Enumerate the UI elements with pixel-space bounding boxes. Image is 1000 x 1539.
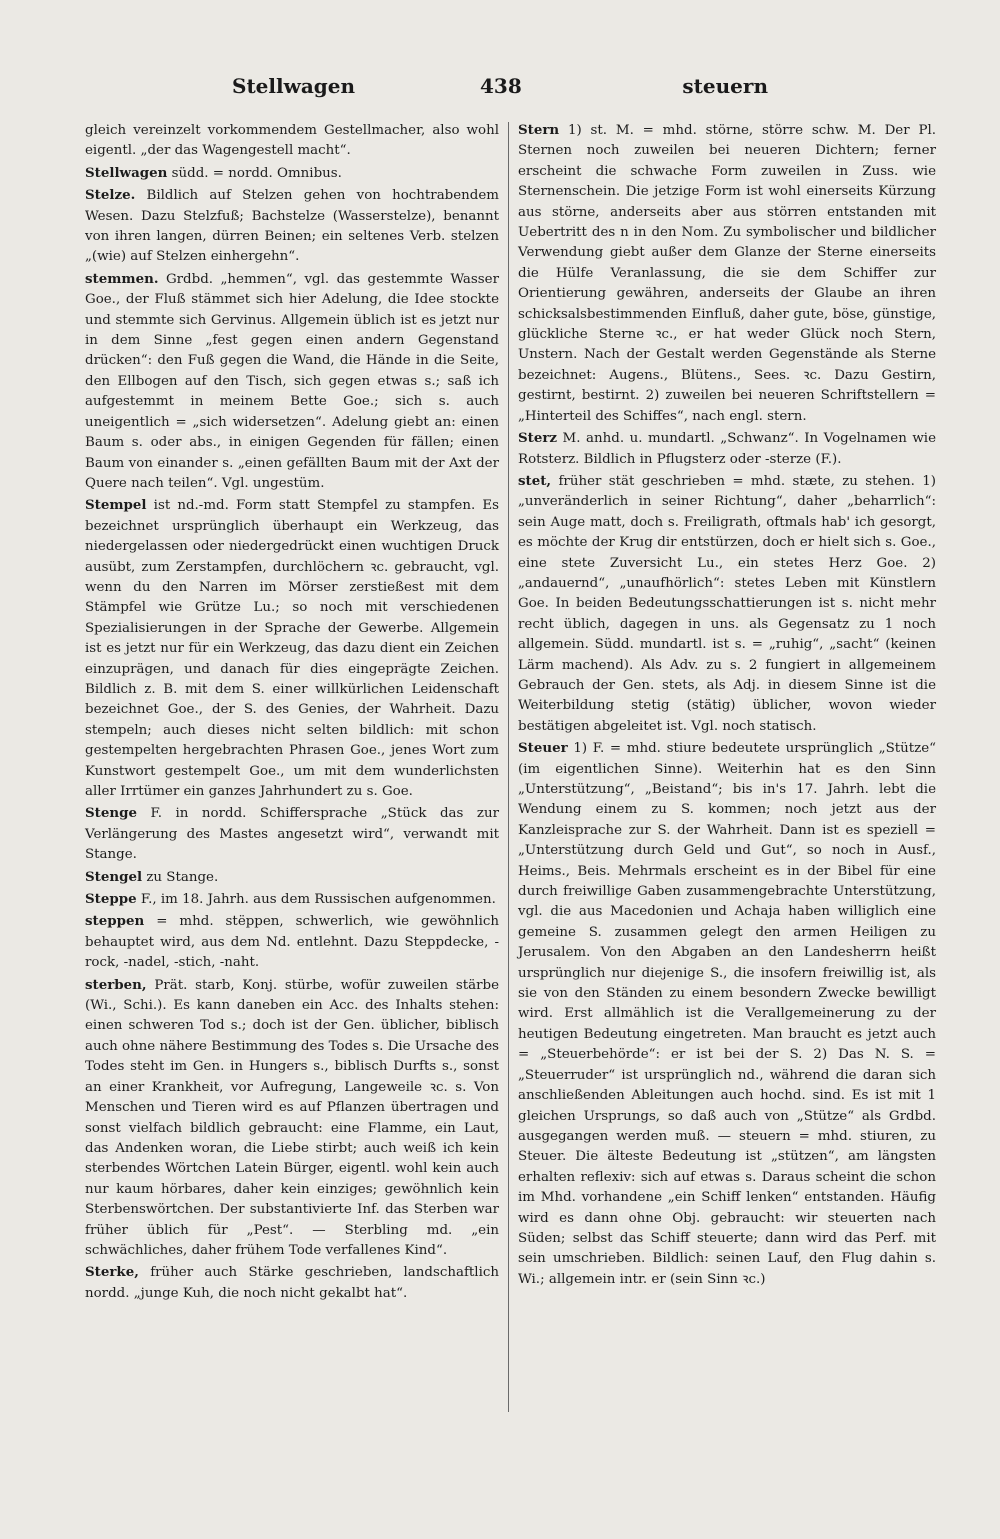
dictionary-entry [85,803,499,865]
dictionary-entry [85,975,499,1262]
entry-text: südd. = nordd. Omnibus. [167,165,342,181]
entry-headword: stet, [518,472,552,489]
entry-text: Prät. starb, Konj. stürbe, wofür zuweilen stärbe (Wi., Schi.). Es kann daneben ein Acc. des Inhalts stehen: einen schweren Tod s.; doch ist der Gen. üblicher, biblisch auch ohne nähere Bestimmung des Todes s. Die Ursache des Todes steht im Gen. in Hungers s., biblisch Durfts s., sonst an einer Krankheit, vor Aufregung, Langeweile ꝛc. s. Von Menschen und Tieren wird es auf Pflanzen übertragen und sonst vielfach bildlich gebraucht: eine Flamme, ein Laut, das Andenken woran, die Liebe stirbt; auch weiß ich kein sterbendes Wörtchen Latein Bürger, eigentl. wohl kein auch nur kaum hörbares, daher kein einziges; gewöhnlich kein Sterbenswörtchen. Der substantivierte Inf. das Sterben war früher üblich für „Pest“. — Sterbling md. „ein schwächliches, daher frühem Tode verfallenes Kind“. [85,977,499,1258]
dictionary-entry [85,911,499,973]
page-number: 438 [480,74,522,98]
entry-headword: Stempel [85,497,147,514]
entry-headword: stemmen. [85,270,159,287]
dictionary-entry [85,495,499,802]
entry-headword: steppen [85,913,145,930]
dictionary-entry [518,428,936,470]
right-column [518,120,936,1291]
entry-headword: Stern [518,122,560,138]
dictionary-entry [85,185,499,268]
entry-headword: Stelze. [85,187,136,204]
entry-text: ist nd.-md. Form statt Stempfel zu stampfen. Es bezeichnet ursprünglich überhaupt ein Werkzeug, das niedergelassen oder niedergedrückt einen wuchtigen Druck ausübt, zum Zerstampfen, durchlöchern ꝛc. gebraucht, vgl. wenn du den Narren im Mörser zerstießest mit dem Stämpfel wie Grütze Lu.; so noch mit verschiedenen Spezialisierungen in der Sprache der Gewerbe. Allgemein ist es jetzt nur für ein Werkzeug, das dazu dient ein Zeichen einzuprägen, und danach für dies eingeprägte Zeichen. Bildlich z. B. mit dem S. einer willkürlichen Leidenschaft bezeichnet Goe., der S. des Genies, der Wahrheit. Dazu stempeln; auch dieses nicht selten bildlich: mit schon gestempelten hergebrachten Phrasen Goe., jenes Wort zum Kunstwort gestempelt Goe., um mit dem wunderlichsten aller Irrtümer ein ganzes Jahrhundert zu s. Goe. [85,498,499,799]
dictionary-entry [85,120,499,162]
entry-text: gleich vereinzelt vorkommendem Gestellmacher, also wohl eigentl. „der das Wagengestell macht“. [85,123,499,159]
dictionary-entry [85,1262,499,1304]
left-column [85,120,499,1305]
dictionary-entry [518,471,936,737]
dictionary-entry [518,738,936,1290]
entry-text: zu Stange. [142,869,219,885]
dictionary-entry [85,889,499,910]
dictionary-entry [85,269,499,494]
entry-text: Bildlich auf Stelzen gehen von hochtrabendem Wesen. Dazu Stelzfuß; Bachstelze (Wasserstelze), benannt von ihren langen, dürren Beinen; ein seltenes Verb. stelzen „(wie) auf Stelzen einhergehn“. [85,188,499,265]
entry-headword: Sterz [518,430,558,447]
dictionary-entry [85,163,499,184]
entry-headword: Stengel [85,868,143,885]
entry-headword: Steppe [85,891,137,908]
entry-text: 1) F. = mhd. stiure bedeutete ursprünglich „Stütze“ (im eigentlichen Sinne). Weiterhin hat es den Sinn „Unterstützung“, „Beistand“; bis in's 17. Jahrh. lebt die Wendung einem zu S. kommen; noch jetzt aus der Kanzleisprache zur S. der Wahrheit. Dann ist es speziell = „Unterstützung durch Geld und Gut“, so noch in Ausf., Heims., Beis. Mehrmals erscheint es in der Bibel für eine durch freiwillige Gaben zusammengebrachte Unterstützung, vgl. die aus Macedonien und Achaja haben williglich eine gemeine S. zusammen gelegt den armen Heiligen zu Jerusalem. Von den Abgaben an den Landesherrn heißt ursprünglich nur diejenige S., die insofern freiwillig ist, als sie von den Ständen zu einem besondern Zwecke bewilligt wird. Erst allmählich ist die Verallgemeinerung zu der heutigen Bedeutung eingetreten. Man braucht es jetzt auch = „Steuerbehörde“: er ist bei der S. 2) Das N. S. = „Steuerruder“ ist ursprünglich nd., während die daran sich anschließenden Ableitungen auch hochd. sind. Es ist mit 1 gleichen Ursprungs, so daß auch von „Stütze“ als Grdbd. ausgegangen werden muß. — steuern = mhd. stiuren, zu Steuer. Die älteste Bedeutung ist „stützen“, am längsten erhalten reflexiv: sich auf etwas s. Daraus scheint die schon im Mhd. vorhandene „ein Schiff lenken“ entstanden. Häufig wird es dann ohne Obj. gebraucht: wir steuerten nach Süden; selbst das Schiff steuerte; dann wird das Perf. mit sein umschrieben. Bildlich: seinen Lauf, den Flug dahin s. Wi.; allgemein intr. er (sein Sinn ꝛc.) [518,741,936,1287]
page-header [232,74,768,104]
header-right-catchword: steuern [682,74,768,98]
entry-text: M. anhd. u. mundartl. „Schwanz“. In Vogelnamen wie Rotsterz. Bildlich in Pflugsterz oder -sterze (F.). [518,431,936,467]
entry-text: 1) st. M. = mhd. störne, större schw. M. Der Pl. Sternen noch zuweilen bei neueren Dichtern; ferner erscheint die schwache Form zuweilen in Zuss. wie Sternenschein. Die jetzige Form ist wohl einerseits Kürzung aus störne, anderseits aber aus störren entstanden mit Uebertritt des n in den Nom. Zu symbolischer und bildlicher Verwendung giebt außer dem Glanze der Sterne einerseits die Hülfe Veranlassung, die sie dem Schiffer zur Orientierung gewähren, anderseits der Glaube an ihren schicksalsbestimmenden Einfluß, daher gute, böse, günstige, glückliche Sterne ꝛc., er hat weder Glück noch Stern, Unstern. Nach der Gestalt werden Gegenstände als Sterne bezeichnet: Augens., Blütens., Sees. ꝛc. Dazu Gestirn, gestirnt, bestirnt. 2) zuweilen bei neueren Schriftstellern = „Hinterteil des Schiffes“, nach engl. stern. [518,123,936,424]
entry-text: = mhd. stëppen, schwerlich, wie gewöhnlich behauptet wird, aus dem Nd. entlehnt. Dazu Steppdecke, -rock, -nadel, -stich, -naht. [85,914,499,971]
entry-text: F. in nordd. Schiffersprache „Stück das zur Verlängerung des Mastes angesetzt wird“, verwandt mit Stange. [85,806,499,863]
column-divider [508,122,509,1412]
entry-headword: Steuer [518,740,568,757]
dictionary-entry [85,867,499,888]
entry-text: Grdbd. „hemmen“, vgl. das gestemmte Wasser Goe., der Fluß stämmet sich hier Adelung, die Idee stockte und stemmte sich Gervinus. Allgemein üblich ist es jetzt nur in dem Sinne „fest gegen einen andern Gegenstand drücken“: den Fuß gegen die Wand, die Hände in die Seite, den Ellbogen auf den Tisch, sich gegen etwas s.; saß ich aufgestemmt in meinem Bette Goe.; sich s. auch uneigentlich = „sich widersetzen“. Adelung giebt an: einen Baum s. oder abs., in einigen Gegenden für fällen; einen Baum von einander s. „einen gefällten Baum mit der Axt der Quere nach teilen“. Vgl. ungestüm. [85,271,499,491]
dictionary-entry [518,120,936,427]
entry-text: früher stät geschrieben = mhd. stæte, zu stehen. 1) „unveränderlich in seiner Richtung“, daher „beharrlich“: sein Auge matt, doch s. Freiligrath, oftmals hab' ich gesorgt, es möchte der Krug dir entstürzen, doch er hielt sich s. Goe., eine stete Zuversicht Lu., ein stetes Herz Goe. 2) „andauernd“, „unaufhörlich“: stetes Leben mit Künstlern Goe. In beiden Bedeutungsschattierungen ist s. nicht mehr recht üblich, dagegen in uns. als Gegensatz zu 1 noch allgemein. Südd. mundartl. ist s. = „ruhig“, „sacht“ (keinen Lärm machend). Als Adv. zu s. 2 fungiert in allgemeinem Gebrauch der Gen. stets, als Adj. in diesem Sinne ist die Weiterbildung stetig (stätig) üblicher, wovon wieder bestätigen abgeleitet ist. Vgl. noch statisch. [518,473,936,734]
entry-text: F., im 18. Jahrh. aus dem Russischen aufgenommen. [136,892,496,908]
entry-headword: Stellwagen [85,164,168,181]
entry-text: früher auch Stärke geschrieben, landschaftlich nordd. „junge Kuh, die noch nicht gekalbt hat“. [85,1265,499,1301]
header-left-catchword: Stellwagen [232,74,356,98]
entry-headword: sterben, [85,976,147,993]
entry-headword: Stenge [85,805,137,822]
entry-headword: Sterke, [85,1264,139,1281]
